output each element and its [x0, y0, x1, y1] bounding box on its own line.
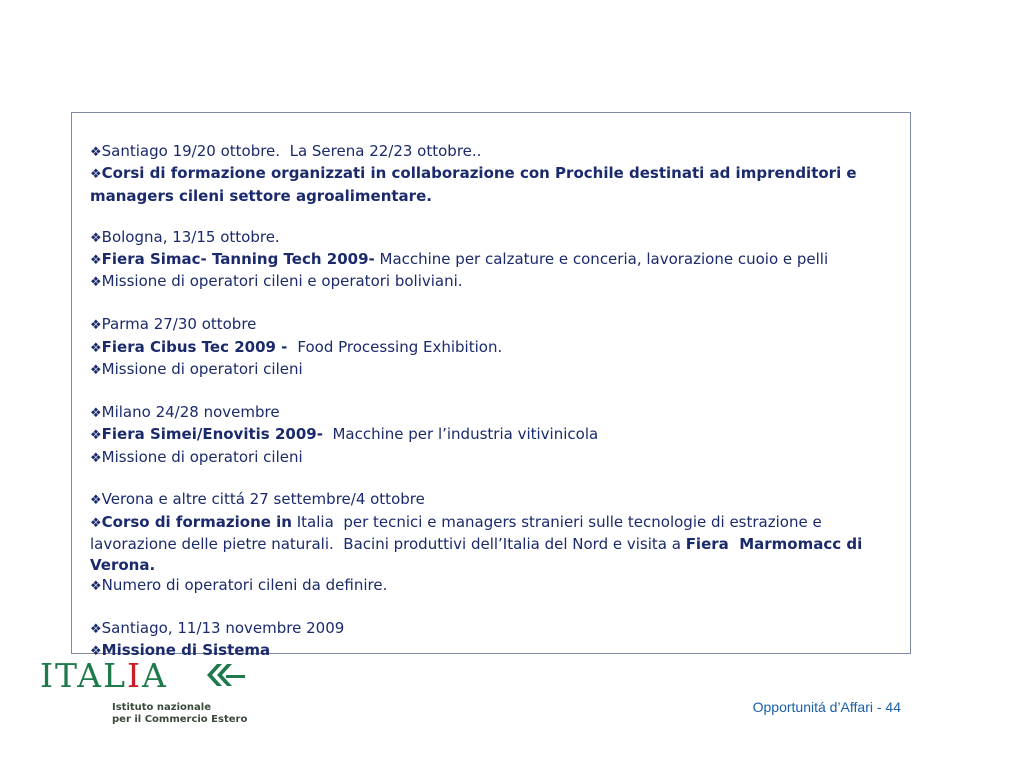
bullet-icon: ❖: [90, 621, 102, 637]
bullet-icon: ❖: [90, 318, 102, 334]
event-location-date: Bologna, 13/15 ottobre.: [101, 227, 280, 246]
bullet-line: [90, 489, 892, 511]
bullet-icon: ❖: [90, 405, 102, 421]
bullet-line: [90, 618, 892, 640]
event-note: Missione di operatori cileni: [101, 360, 303, 379]
bullet-icon: ❖: [90, 253, 102, 269]
logo-text-part: ITAL: [40, 656, 127, 695]
bullet-icon: ❖: [90, 579, 102, 595]
bullet-icon: ❖: [90, 340, 102, 356]
event-location-date: Milano 24/28 novembre: [101, 402, 280, 421]
bullet-line: [90, 575, 892, 597]
event-title: Fiera Cibus Tec 2009 -: [101, 337, 293, 356]
event-description: Food Processing Exhibition.: [292, 337, 503, 356]
event-description: Italia per tecnici e managers stranieri sulle tecnologie di estrazione e lavorazione delle pietre naturali. Bacini produttivi dell’Italia del Nord e visita a: [90, 512, 827, 554]
content-box: [71, 112, 911, 660]
event-note: Missione di operatori cileni e operatori boliviani.: [101, 272, 463, 291]
institute-name: [112, 702, 247, 726]
ice-logo-icon: [205, 662, 247, 688]
logo-text-accent: I: [127, 656, 143, 695]
event-note: Numero di operatori cileni da definire.: [101, 576, 388, 595]
bullet-line: [90, 314, 892, 336]
event-description: Macchine per l’industria vitivinicola: [322, 425, 599, 444]
bullet-icon: ❖: [90, 493, 102, 509]
bullet-icon: ❖: [90, 428, 102, 444]
event-title: Corsi di formazione organizzati in collaborazione con Prochile destinati ad imprenditori e managers cileni settore agroalimentare.: [90, 164, 862, 205]
bullet-icon: ❖: [90, 275, 102, 291]
event-title: Fiera Simac- Tanning Tech 2009-: [101, 250, 375, 269]
bullet-icon: ❖: [90, 230, 102, 246]
event-location-date: Santiago 19/20 ottobre. La Serena 22/23 ottobre..: [101, 142, 482, 160]
bullet-line: [90, 424, 892, 446]
event-note: Missione di operatori cileni: [101, 447, 303, 466]
bullet-line: [90, 447, 892, 469]
bullet-line: [90, 337, 892, 359]
bullet-line: [90, 271, 892, 293]
bullet-line: [90, 249, 892, 271]
event-location-date: Verona e altre cittá 27 settembre/4 ottobre: [101, 490, 425, 509]
italia-logo: [40, 656, 168, 695]
bullet-line: [90, 141, 892, 163]
bullet-icon: ❖: [90, 145, 102, 160]
institute-name-line: Istituto nazionale: [112, 702, 211, 713]
bullet-icon: ❖: [90, 644, 102, 660]
institute-name-line: per il Commercio Estero: [112, 714, 248, 725]
event-title: Fiera Simei/Enovitis 2009-: [101, 425, 323, 444]
logo-text-part: A: [142, 656, 168, 695]
bullet-line: [90, 512, 892, 575]
bullet-line: [90, 359, 892, 381]
event-title: Missione di Sistema: [101, 641, 271, 660]
bullet-line: [90, 227, 892, 249]
bullet-icon: ❖: [90, 515, 102, 531]
event-location-date: Parma 27/30 ottobre: [101, 315, 257, 334]
bullet-line: [90, 640, 892, 662]
bullet-icon: ❖: [90, 363, 102, 379]
bullet-icon: ❖: [90, 450, 102, 466]
bullet-line: [90, 163, 892, 206]
footer-page-label: Opportunitá d’Affari - 44: [752, 699, 901, 715]
event-title: Corso di formazione in: [101, 512, 292, 531]
event-location-date: Santiago, 11/13 novembre 2009: [101, 618, 345, 637]
event-description: Macchine per calzature e conceria, lavorazione cuoio e pelli: [374, 250, 829, 269]
bullet-icon: ❖: [90, 167, 102, 183]
event-venue: Fiera Marmomacc di Verona.: [90, 535, 868, 574]
bullet-line: [90, 402, 892, 424]
